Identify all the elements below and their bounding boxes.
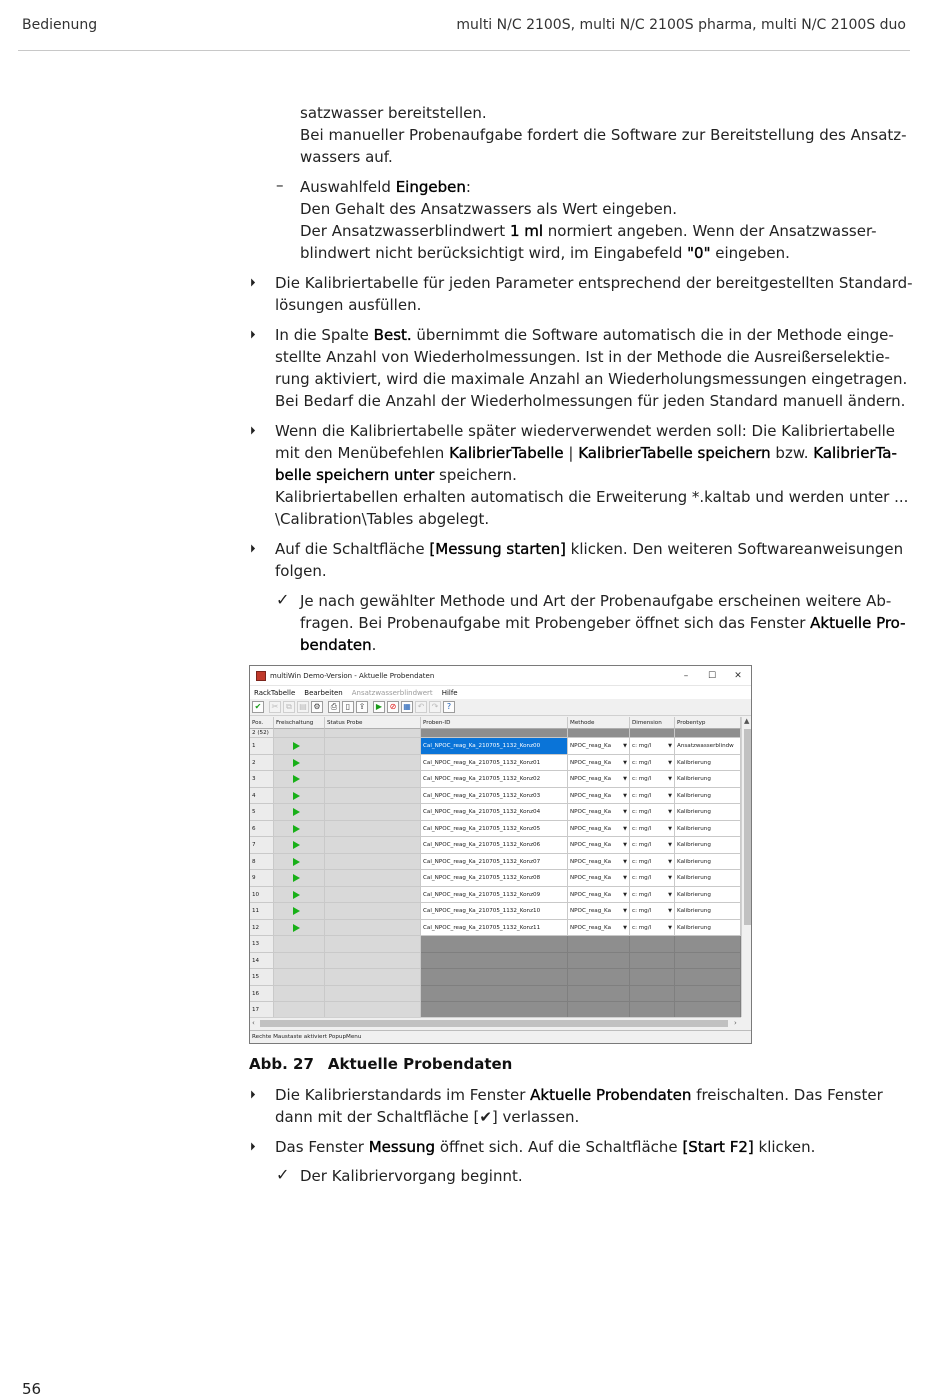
minimize-button[interactable]: –: [683, 670, 689, 681]
app-icon: [256, 671, 266, 681]
row-position: 10: [250, 887, 274, 904]
method-value: NPOC_reag_Ka: [570, 842, 612, 848]
text-line: folgen.: [275, 562, 327, 580]
method-value: NPOC_reag_Ka: [570, 858, 612, 865]
method-cell[interactable]: [568, 821, 630, 838]
bullet-arrow-icon: ⏵: [250, 1140, 256, 1153]
dropdown-arrow-icon[interactable]: ▼: [668, 875, 672, 881]
dropdown-arrow-icon[interactable]: ▼: [668, 776, 672, 782]
check-icon: ✓: [276, 1165, 290, 1184]
table-cell: [421, 953, 568, 970]
release-cell[interactable]: [274, 738, 325, 755]
release-cell[interactable]: [274, 837, 325, 854]
dimension-value: c: mg/l: [632, 858, 652, 865]
sample-type-cell[interactable]: Kalibrierung: [675, 821, 741, 838]
table-cell: [325, 953, 421, 970]
release-play-icon[interactable]: [293, 775, 300, 783]
method-value: NPOC_reag_Ka: [570, 776, 612, 782]
sample-type-cell[interactable]: Kalibrierung: [675, 920, 741, 937]
table-row[interactable]: [250, 738, 741, 755]
table-cell: [274, 1002, 325, 1017]
sample-id-cell[interactable]: Cal_NPOC_reag_Ka_210705_1132_Konz03: [421, 788, 568, 805]
dropdown-arrow-icon[interactable]: ▼: [623, 759, 627, 766]
method-value: NPOC_reag_Ka: [570, 792, 612, 799]
text-line: \Calibration\Tables abgelegt.: [275, 510, 490, 528]
header-divider: [18, 50, 910, 51]
sample-type-cell[interactable]: Kalibrierung: [675, 854, 741, 871]
column-header[interactable]: Dimension: [630, 717, 675, 729]
dropdown-arrow-icon[interactable]: ▼: [668, 891, 672, 898]
text-line: Bei Bedarf die Anzahl der Wiederholmessungen für jeden Standard manuell ändern.: [275, 392, 906, 410]
method-cell[interactable]: [568, 738, 630, 755]
dimension-cell[interactable]: [630, 837, 675, 854]
dimension-value: c: mg/l: [632, 743, 652, 749]
dimension-value: c: mg/l: [632, 891, 652, 898]
sample-type-cell[interactable]: Kalibrierung: [675, 788, 741, 805]
dropdown-arrow-icon[interactable]: ▼: [668, 842, 672, 848]
dropdown-arrow-icon[interactable]: ▼: [623, 743, 627, 749]
dropdown-arrow-icon[interactable]: ▼: [623, 809, 627, 815]
sample-id-cell[interactable]: Cal_NPOC_reag_Ka_210705_1132_Konz05: [421, 821, 568, 838]
paste-icon[interactable]: ▤: [297, 701, 309, 713]
sample-id-cell[interactable]: Cal_NPOC_reag_Ka_210705_1132_Konz08: [421, 870, 568, 887]
sample-type-cell[interactable]: Kalibrierung: [675, 837, 741, 854]
sample-id-cell[interactable]: Cal_NPOC_reag_Ka_210705_1132_Konz09: [421, 887, 568, 904]
scroll-up-icon[interactable]: ▲: [744, 717, 750, 725]
method-cell[interactable]: [568, 788, 630, 805]
method-value: NPOC_reag_Ka: [570, 825, 612, 832]
method-cell[interactable]: [568, 837, 630, 854]
stop-icon[interactable]: ⊘: [387, 701, 399, 713]
dropdown-arrow-icon[interactable]: ▼: [623, 891, 627, 898]
status-cell: [325, 920, 421, 937]
sample-id-cell[interactable]: Cal_NPOC_reag_Ka_210705_1132_Konz01: [421, 755, 568, 772]
table-cell: [274, 969, 325, 986]
table-cell: [630, 729, 675, 738]
table-row[interactable]: [250, 903, 741, 920]
dimension-value: c: mg/l: [632, 825, 652, 832]
text-line: Auf die Schaltfläche [Messung starten] klicken. Den weiteren Softwareanweisungen: [275, 540, 904, 558]
dropdown-arrow-icon[interactable]: ▼: [668, 924, 672, 931]
status-bar: Rechte Maustaste aktiviert PopupMenu: [250, 1030, 752, 1044]
copy-icon[interactable]: ⧉: [283, 701, 295, 713]
page-number: 56: [22, 1380, 42, 1397]
release-play-icon[interactable]: [293, 825, 300, 833]
text-line: rung aktiviert, wird die maximale Anzahl an Wiederholungsmessungen eingetragen.: [275, 370, 908, 388]
sample-type-cell[interactable]: Kalibrierung: [675, 804, 741, 821]
method-cell[interactable]: [568, 804, 630, 821]
column-header[interactable]: Freischaltung: [274, 717, 325, 729]
column-header[interactable]: Pos.: [250, 717, 274, 729]
table-cell: [675, 969, 741, 986]
table-row[interactable]: [250, 755, 741, 772]
table-cell: [630, 953, 675, 970]
scrollbar-thumb[interactable]: [744, 729, 751, 925]
menu-bearbeiten[interactable]: Bearbeiten: [304, 688, 343, 697]
table-cell: [675, 953, 741, 970]
table-cell: [675, 986, 741, 1003]
bullet-arrow-icon: ⏵: [250, 424, 256, 437]
undo-icon[interactable]: ↶: [415, 701, 427, 713]
table-cell: [675, 936, 741, 953]
table-cell: [630, 1002, 675, 1017]
help-icon[interactable]: ?: [443, 701, 455, 713]
release-play-icon[interactable]: [293, 742, 300, 750]
text-line: Wenn die Kalibriertabelle später wiederverwendet werden soll: Die Kalibriertabelle: [275, 422, 896, 440]
text-line: Die Kalibrierstandards im Fenster Aktuelle Probendaten freischalten. Das Fenster: [275, 1086, 883, 1104]
sample-id-cell[interactable]: Cal_NPOC_reag_Ka_210705_1132_Konz06: [421, 837, 568, 854]
method-value: NPOC_reag_Ka: [570, 743, 612, 749]
table-cell: [325, 986, 421, 1003]
play-icon[interactable]: ▶: [373, 701, 385, 713]
table-row[interactable]: [250, 821, 741, 838]
table-row[interactable]: [250, 969, 741, 986]
dropdown-arrow-icon[interactable]: ▼: [623, 924, 627, 931]
dimension-cell[interactable]: [630, 804, 675, 821]
text-line: Kalibriertabellen erhalten automatisch die Erweiterung *.kaltab und werden unter ...: [275, 488, 909, 506]
release-play-icon[interactable]: [293, 924, 300, 932]
status-cell: [325, 821, 421, 838]
status-cell: [325, 738, 421, 755]
table-row[interactable]: [250, 771, 741, 788]
release-play-icon[interactable]: [293, 759, 300, 767]
row-position: 4: [250, 788, 274, 805]
table-row[interactable]: [250, 986, 741, 1003]
sample-id-cell[interactable]: Cal_NPOC_reag_Ka_210705_1132_Konz04: [421, 804, 568, 821]
text-line: Je nach gewählter Methode und Art der Probenaufgabe erscheinen weitere Ab-: [300, 592, 892, 610]
toolbar: [250, 699, 751, 716]
table-cell: [421, 729, 568, 738]
dimension-cell[interactable]: [630, 870, 675, 887]
dropdown-arrow-icon[interactable]: ▼: [668, 743, 672, 749]
row-position: 8: [250, 854, 274, 871]
bullet-arrow-icon: ⏵: [250, 1088, 256, 1101]
text-line: lösungen ausfüllen.: [275, 296, 422, 314]
method-value: NPOC_reag_Ka: [570, 891, 612, 898]
table-row[interactable]: [250, 804, 741, 821]
method-cell[interactable]: [568, 887, 630, 904]
text-line: Auswahlfeld Eingeben:: [300, 178, 471, 196]
method-cell[interactable]: [568, 755, 630, 772]
bullet-arrow-icon: ⏵: [250, 542, 256, 555]
column-header[interactable]: Proben-ID: [421, 717, 568, 729]
method-cell[interactable]: [568, 771, 630, 788]
header-section: Bedienung: [22, 17, 98, 33]
method-cell[interactable]: [568, 903, 630, 920]
dropdown-arrow-icon[interactable]: ▼: [623, 792, 627, 799]
row-position: 1: [250, 738, 274, 755]
table-row[interactable]: [250, 788, 741, 805]
dropdown-arrow-icon[interactable]: ▼: [668, 792, 672, 799]
row-position: 9: [250, 870, 274, 887]
table-cell: [421, 969, 568, 986]
dimension-cell[interactable]: [630, 738, 675, 755]
release-cell[interactable]: [274, 854, 325, 871]
table-cell: [421, 986, 568, 1003]
menu-hilfe[interactable]: Hilfe: [441, 688, 458, 697]
text-line: wassers auf.: [300, 148, 393, 166]
dropdown-arrow-icon[interactable]: ▼: [668, 809, 672, 815]
table-cell: [568, 729, 630, 738]
text-line: belle speichern unter speichern.: [275, 466, 517, 484]
dimension-cell[interactable]: [630, 788, 675, 805]
table-cell: [274, 986, 325, 1003]
bullet-arrow-icon: ⏵: [250, 328, 256, 341]
dimension-cell[interactable]: [630, 854, 675, 871]
table-cell: [274, 729, 325, 738]
method-cell[interactable]: [568, 854, 630, 871]
release-cell[interactable]: [274, 755, 325, 772]
table-cell: [325, 1002, 421, 1017]
table-row[interactable]: [250, 953, 741, 970]
dimension-value: c: mg/l: [632, 842, 652, 848]
row-position: 17: [250, 1002, 274, 1017]
text-line: Der Ansatzwasserblindwert 1 ml normiert angeben. Wenn der Ansatzwasser-: [300, 222, 877, 240]
text-line: Den Gehalt des Ansatzwassers als Wert eingeben.: [300, 200, 677, 218]
text-line: satzwasser bereitstellen.: [300, 104, 487, 122]
dimension-cell[interactable]: [630, 920, 675, 937]
table-cell: [568, 936, 630, 953]
row-position: 16: [250, 986, 274, 1003]
table-icon[interactable]: ▦: [401, 701, 413, 713]
table-row[interactable]: [250, 936, 741, 953]
sample-table: [250, 717, 741, 1017]
dropdown-arrow-icon[interactable]: ▼: [623, 842, 627, 848]
row-position: 6: [250, 821, 274, 838]
text-line: Das Fenster Messung öffnet sich. Auf die Schaltfläche [Start F2] klicken.: [275, 1138, 816, 1156]
dimension-cell[interactable]: [630, 887, 675, 904]
dimension-cell[interactable]: [630, 755, 675, 772]
table-row[interactable]: [250, 837, 741, 854]
dimension-value: c: mg/l: [632, 875, 652, 881]
status-cell: [325, 887, 421, 904]
row-position: 5: [250, 804, 274, 821]
table-cell: [274, 953, 325, 970]
print-icon[interactable]: ⎙: [328, 701, 340, 713]
close-button[interactable]: ✕: [734, 670, 742, 681]
header-product: multi N/C 2100S, multi N/C 2100S pharma, multi N/C 2100S duo: [456, 17, 906, 33]
dropdown-arrow-icon[interactable]: ▼: [623, 875, 627, 881]
text-line: Bei manueller Probenaufgabe fordert die Software zur Bereitstellung des Ansatz-: [300, 126, 907, 144]
dash-marker: –: [276, 176, 284, 194]
print-preview-icon[interactable]: ▯: [342, 701, 354, 713]
table-cell: [630, 936, 675, 953]
method-cell[interactable]: [568, 870, 630, 887]
sample-type-cell[interactable]: Kalibrierung: [675, 771, 741, 788]
release-play-icon[interactable]: [293, 858, 300, 866]
table-cell: [568, 986, 630, 1003]
row-position: 15: [250, 969, 274, 986]
redo-icon[interactable]: ↷: [429, 701, 441, 713]
dropdown-arrow-icon[interactable]: ▼: [668, 825, 672, 832]
table-cell: [675, 729, 741, 738]
dimension-cell[interactable]: [630, 903, 675, 920]
row-position: 11: [250, 903, 274, 920]
figure-caption: Abb. 27 Aktuelle Probendaten: [249, 1055, 513, 1073]
text-line: dann mit der Schaltfläche [✔] verlassen.: [275, 1108, 580, 1126]
release-play-icon[interactable]: [293, 874, 300, 882]
release-play-icon[interactable]: [293, 808, 300, 816]
row-position: 14: [250, 953, 274, 970]
text-line: blindwert nicht berücksichtigt wird, im Eingabefeld "0" eingeben.: [300, 244, 790, 262]
table-cell: [325, 729, 421, 738]
dimension-value: c: mg/l: [632, 809, 652, 815]
release-play-icon[interactable]: [293, 907, 300, 915]
release-cell[interactable]: [274, 887, 325, 904]
table-row[interactable]: [250, 854, 741, 871]
sample-type-cell[interactable]: Kalibrierung: [675, 903, 741, 920]
sample-id-cell[interactable]: Cal_NPOC_reag_Ka_210705_1132_Konz02: [421, 771, 568, 788]
text-line: mit den Menübefehlen KalibrierTabelle | KalibrierTabelle speichern bzw. KalibrierTa-: [275, 444, 897, 462]
method-value: NPOC_reag_Ka: [570, 875, 612, 881]
menu-ansatzwasserblindwert[interactable]: Ansatzwasserblindwert: [351, 688, 433, 697]
dropdown-arrow-icon[interactable]: ▼: [623, 776, 627, 782]
sample-type-cell[interactable]: Ansatzwasserblindw: [675, 738, 741, 755]
release-cell[interactable]: [274, 903, 325, 920]
dropdown-arrow-icon[interactable]: ▼: [623, 825, 627, 832]
text-line: Der Kalibriervorgang beginnt.: [300, 1167, 523, 1185]
table-cell: [325, 969, 421, 986]
status-cell: [325, 837, 421, 854]
text-line: fragen. Bei Probenaufgabe mit Probengeber öffnet sich das Fenster Aktuelle Pro-: [300, 614, 906, 632]
maximize-button[interactable]: ☐: [707, 670, 717, 681]
dropdown-arrow-icon[interactable]: ▼: [668, 858, 672, 865]
table-row[interactable]: [250, 920, 741, 937]
table-cell: [568, 1002, 630, 1017]
status-cell: [325, 903, 421, 920]
release-play-icon[interactable]: [293, 891, 300, 899]
release-cell[interactable]: [274, 804, 325, 821]
table-row[interactable]: [250, 870, 741, 887]
sample-type-cell[interactable]: Kalibrierung: [675, 755, 741, 772]
dropdown-arrow-icon[interactable]: ▼: [668, 908, 672, 914]
release-cell[interactable]: [274, 920, 325, 937]
probendaten-window: [249, 665, 752, 1044]
table-cell: [274, 936, 325, 953]
row-position: 7: [250, 837, 274, 854]
dimension-value: c: mg/l: [632, 792, 652, 799]
status-cell: [325, 854, 421, 871]
text-line: In die Spalte Best. übernimmt die Software automatisch die in der Methode einge-: [275, 326, 894, 344]
dropdown-arrow-icon[interactable]: ▼: [623, 858, 627, 865]
release-play-icon[interactable]: [293, 792, 300, 800]
sample-id-cell[interactable]: Cal_NPOC_reag_Ka_210705_1132_Konz10: [421, 903, 568, 920]
check-icon: ✓: [276, 590, 290, 609]
table-cell: [630, 969, 675, 986]
dimension-value: c: mg/l: [632, 908, 652, 914]
scroll-left-icon[interactable]: ‹: [252, 1019, 255, 1027]
table-row[interactable]: [250, 887, 741, 904]
sample-id-cell[interactable]: Cal_NPOC_reag_Ka_210705_1132_Konz07: [421, 854, 568, 871]
confirm-check-icon[interactable]: ✔: [252, 701, 264, 713]
table-cell: [568, 969, 630, 986]
table-cell: [675, 1002, 741, 1017]
status-cell: [325, 771, 421, 788]
sample-type-cell[interactable]: Kalibrierung: [675, 870, 741, 887]
method-cell[interactable]: [568, 920, 630, 937]
table-cell: [630, 986, 675, 1003]
cut-icon[interactable]: ✂: [269, 701, 281, 713]
column-header[interactable]: Probentyp: [675, 717, 741, 729]
status-cell: [325, 788, 421, 805]
status-cell: [325, 755, 421, 772]
release-cell[interactable]: [274, 771, 325, 788]
method-value: NPOC_reag_Ka: [570, 924, 612, 931]
release-cell[interactable]: [274, 788, 325, 805]
window-title: multiWin Demo-Version - Aktuelle Probendaten: [270, 671, 435, 680]
sample-id-cell[interactable]: Cal_NPOC_reag_Ka_210705_1132_Konz00: [421, 738, 568, 755]
method-value: NPOC_reag_Ka: [570, 809, 612, 815]
release-play-icon[interactable]: [293, 841, 300, 849]
dimension-value: c: mg/l: [632, 776, 652, 782]
menu-racktabelle[interactable]: RackTabelle: [254, 688, 296, 697]
table-cell: [325, 936, 421, 953]
menubar: [250, 686, 751, 699]
text-line: stellte Anzahl von Wiederholmessungen. Ist in der Methode die Ausreißerselektie-: [275, 348, 890, 366]
export-icon[interactable]: ⇪: [356, 701, 368, 713]
table-cell: [421, 1002, 568, 1017]
horizontal-scrollbar[interactable]: [250, 1017, 741, 1029]
row-position: 2: [250, 755, 274, 772]
table-cell: [568, 953, 630, 970]
release-cell[interactable]: [274, 870, 325, 887]
release-cell[interactable]: [274, 821, 325, 838]
dimension-value: c: mg/l: [632, 924, 652, 931]
dimension-cell[interactable]: [630, 821, 675, 838]
table-cell: [421, 936, 568, 953]
window-titlebar: [250, 666, 751, 686]
scrollbar-thumb[interactable]: [260, 1020, 728, 1027]
sample-id-cell[interactable]: Cal_NPOC_reag_Ka_210705_1132_Konz11: [421, 920, 568, 937]
bullet-arrow-icon: ⏵: [250, 276, 256, 289]
column-header[interactable]: Status Probe: [325, 717, 421, 729]
text-line: bendaten.: [300, 636, 377, 654]
method-value: NPOC_reag_Ka: [570, 759, 612, 766]
settings-icon[interactable]: ⚙: [311, 701, 323, 713]
method-value: NPOC_reag_Ka: [570, 908, 612, 914]
dimension-cell[interactable]: [630, 771, 675, 788]
rack-row: [250, 729, 741, 738]
row-position: 13: [250, 936, 274, 953]
status-cell: [325, 870, 421, 887]
row-position: 12: [250, 920, 274, 937]
dropdown-arrow-icon[interactable]: ▼: [668, 759, 672, 766]
scroll-right-icon[interactable]: ›: [734, 1019, 737, 1027]
row-position: 3: [250, 771, 274, 788]
vertical-scrollbar[interactable]: [741, 717, 752, 1017]
dimension-value: c: mg/l: [632, 759, 652, 766]
dropdown-arrow-icon[interactable]: ▼: [623, 908, 627, 914]
sample-type-cell[interactable]: Kalibrierung: [675, 887, 741, 904]
table-row[interactable]: [250, 1002, 741, 1017]
rack-label: 2 (52): [250, 729, 274, 738]
column-header[interactable]: Methode: [568, 717, 630, 729]
text-line: Die Kalibriertabelle für jeden Parameter entsprechend der bereitgestellten Standard-: [275, 274, 913, 292]
status-cell: [325, 804, 421, 821]
